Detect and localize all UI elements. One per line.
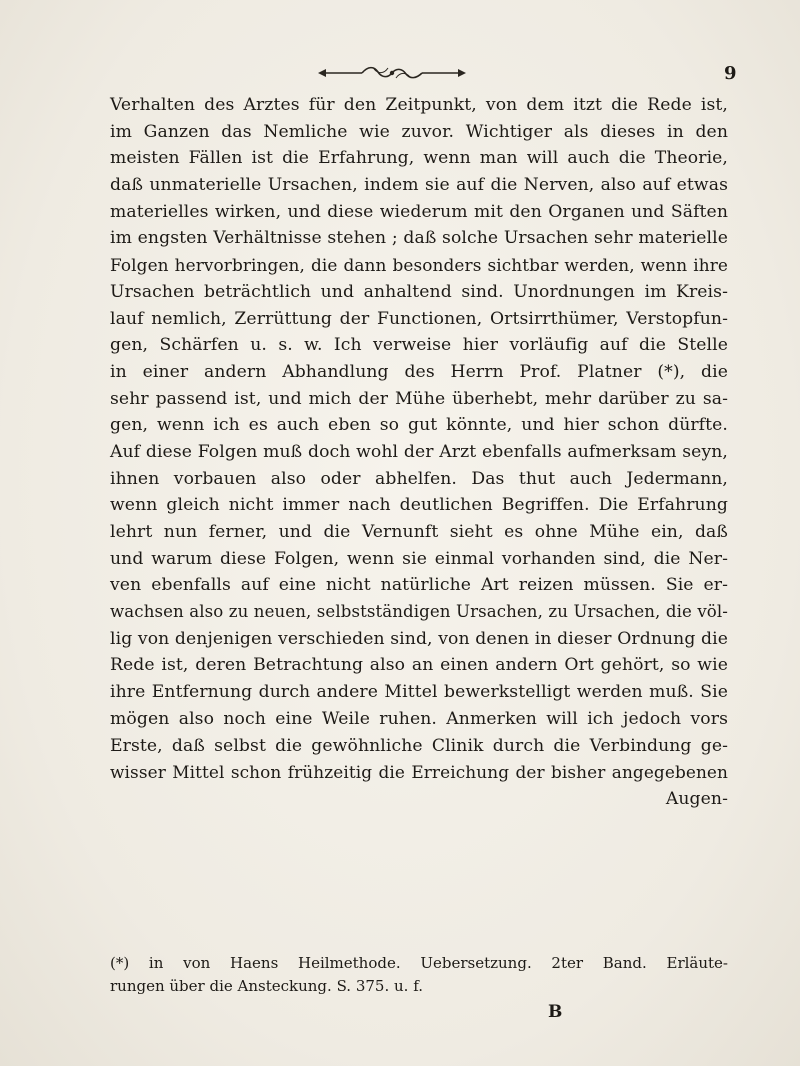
text-line: ihre Entfernung durch andere Mittel bewerkstelligt werden muß. Sie: [110, 682, 728, 703]
text-line: gen, wenn ich es auch eben so gut könnte, und hier schon dürfte.: [110, 415, 728, 436]
text-line: sehr passend ist, und mich der Mühe überhebt, mehr darüber zu sa-: [110, 388, 728, 409]
text-line: im Ganzen das Nemliche wie zuvor. Wichtiger als dieses in den: [110, 121, 728, 142]
footnote: [110, 952, 728, 998]
signature-mark: B: [548, 1002, 563, 1022]
catchword: Augen-: [665, 788, 728, 809]
text-line: lauf nemlich, Zerrüttung der Functionen, Ortsirrthümer, Verstopfun-: [110, 308, 728, 329]
body-text: [110, 92, 728, 813]
text-line: Verhalten des Arztes für den Zeitpunkt, von dem itzt die Rede ist,: [110, 95, 728, 115]
footnote-line: (*) in von Haens Heilmethode. Uebersetzung. 2ter Band. Erläute-: [110, 954, 728, 972]
text-line: Folgen hervorbringen, die dann besonders sichtbar werden, wenn ihre: [110, 255, 728, 276]
text-line: Rede ist, deren Betrachtung also an einen andern Ort gehört, so wie: [110, 655, 728, 676]
text-line: ihnen vorbauen also oder abhelfen. Das thut auch Jedermann,: [110, 468, 728, 489]
text-line: wenn gleich nicht immer nach deutlichen Begriffen. Die Erfahrung: [110, 495, 728, 516]
text-line: lig von denjenigen verschieden sind, von denen in dieser Ordnung die: [110, 628, 728, 649]
text-line: und warum diese Folgen, wenn sie einmal vorhanden sind, die Ner-: [110, 548, 728, 569]
text-line: Ursachen beträchtlich und anhaltend sind. Unordnungen im Kreis-: [110, 281, 728, 302]
text-line: ven ebenfalls auf eine nicht natürliche Art reizen müssen. Sie er-: [110, 575, 728, 596]
text-line: im engsten Verhältnisse stehen ; daß solche Ursachen sehr materielle: [110, 228, 728, 249]
text-line: wisser Mittel schon frühzeitig die Erreichung der bisher angegebenen: [110, 762, 728, 783]
text-line: in einer andern Abhandlung des Herrn Prof. Platner (*), die: [110, 361, 728, 382]
text-line: Auf diese Folgen muß doch wohl der Arzt ebenfalls aufmerksam seyn,: [110, 441, 728, 462]
text-line: meisten Fällen ist die Erfahrung, wenn man will auch die Theorie,: [110, 148, 728, 169]
text-line: lehrt nun ferner, und die Vernunft sieht es ohne Mühe ein, daß: [110, 522, 728, 542]
text-line: daß unmaterielle Ursachen, indem sie auf die Nerven, also auf etwas: [110, 175, 728, 196]
page-number: 9: [724, 63, 737, 84]
text-line: materielles wirken, und diese wiederum mit den Organen und Säften: [110, 201, 728, 222]
header-ornament: [316, 64, 468, 82]
text-line: mögen also noch eine Weile ruhen. Anmerken will ich jedoch vors: [110, 708, 728, 729]
text-line: Erste, daß selbst die gewöhnliche Clinik durch die Verbindung ge-: [110, 735, 728, 756]
footnote-line: rungen über die Ansteckung. S. 375. u. f.: [110, 977, 423, 995]
text-line: wachsen also zu neuen, selbstständigen Ursachen, zu Ursachen, die völ-: [110, 602, 728, 622]
text-line: gen, Schärfen u. s. w. Ich verweise hier vorläufig auf die Stelle: [110, 335, 728, 356]
